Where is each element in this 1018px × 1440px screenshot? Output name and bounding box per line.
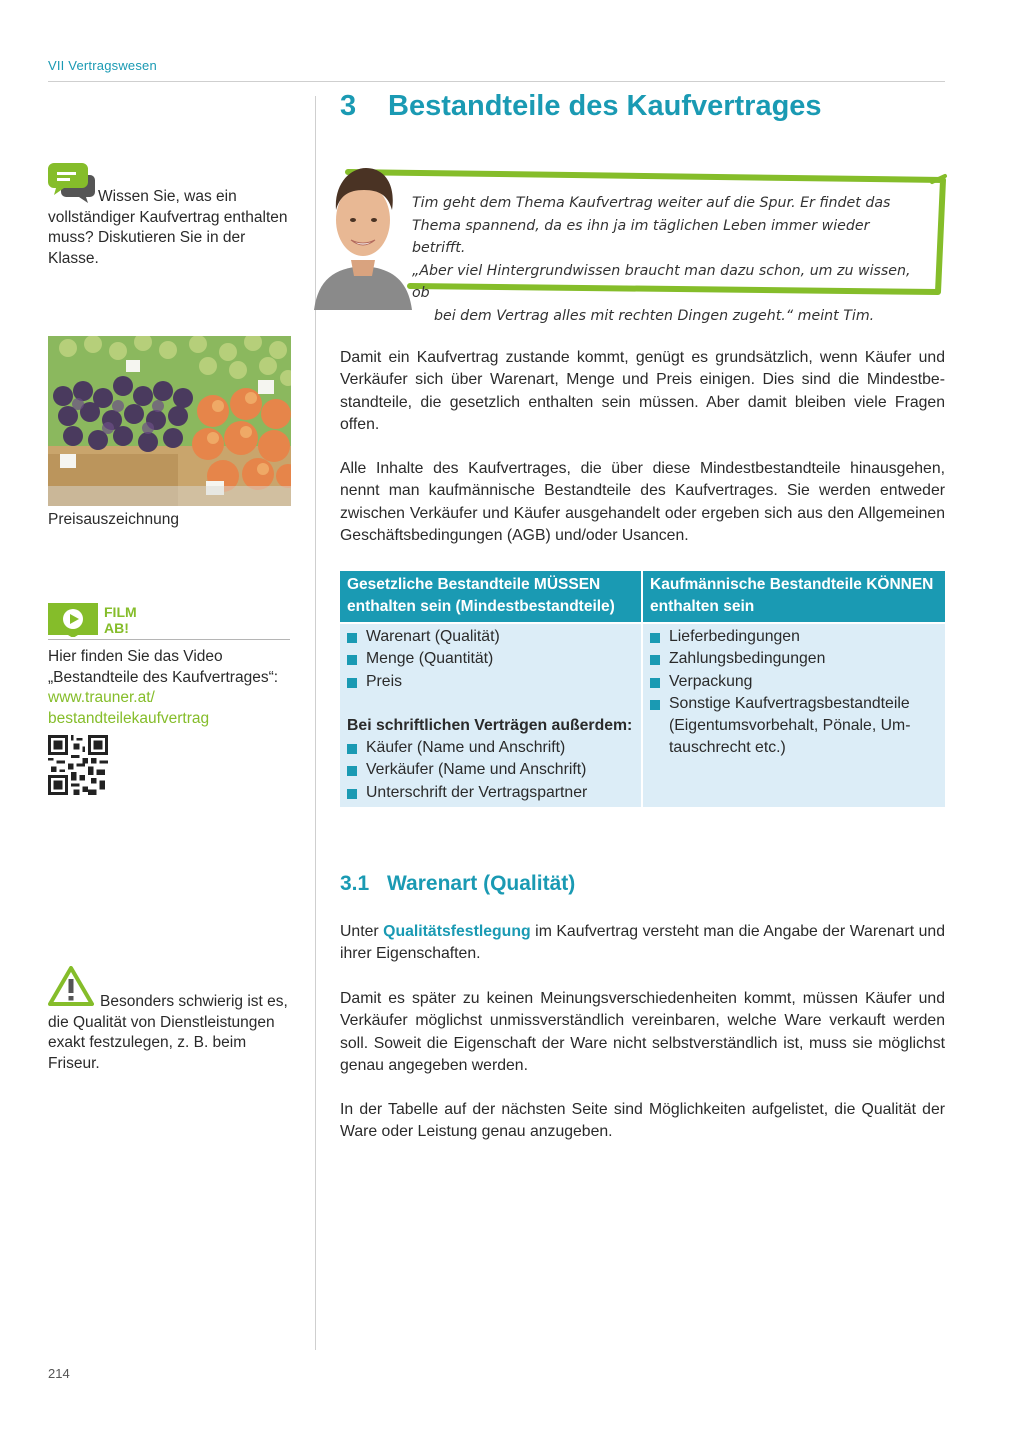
photo-caption: Preisauszeichnung (48, 511, 179, 528)
list-item: Lieferbedingungen (650, 626, 938, 648)
section-number: 3.1 (340, 872, 370, 895)
qr-code[interactable] (48, 735, 108, 795)
section-title-text: Warenart (Qualität) (387, 872, 576, 895)
list-item: Zahlungsbedingungen (650, 648, 938, 670)
paragraph-1: Damit ein Kaufvertrag zustande kommt, genügt es grundsätzlich, wenn Käufer und Verkäufer sich über Warenart, Menge und Preis einigen. Dies sind die Mindestbestandteile, die gesetzlich enthalten sein müssen. Aber damit bleiben viele Fragen offen. (340, 349, 945, 433)
list-item: Warenart (Qualität) (347, 626, 634, 648)
sidebar-warning: Besonders schwierig ist es, die Qualität von Dienstleistungen exakt festzulegen, z. B. beim Friseur. (48, 993, 288, 1072)
list-item: Preis (347, 671, 634, 693)
running-head: VII Vertragswesen (48, 58, 157, 73)
paragraph-2: Alle Inhalte des Kaufvertrages, die über diese Mindestbestandteile hinausgehen, nennt man kaufmännische Bestandteile des Kaufvertrages. Sie werden entweder zwischen Verkäufer und Käufer ausgehandelt oder ergeben sich aus den Allgemeinen Geschäftsbedingungen (AGB) und/oder Usancen. (340, 460, 945, 544)
table-subhead: Bei schriftlichen Verträgen außerdem: (347, 716, 633, 734)
list-item: Käufer (Name und Anschrift) (347, 737, 634, 759)
avatar (314, 162, 412, 310)
header-divider (48, 81, 945, 82)
sidebar-question: Wissen Sie, was ein vollständiger Kaufvertrag enthalten muss? Diskutieren Sie in der Klasse. (48, 188, 288, 267)
film-divider (48, 639, 290, 640)
table-header-legal: Gesetzliche Bestandteile MÜSSEN enthalten sein (Mindestbestandteile) (340, 571, 641, 622)
video-link-continued[interactable]: bestandteilekaufvertrag (48, 709, 210, 727)
chapter-number: 3 (340, 90, 357, 122)
glossary-term: Qualitätsfestlegung (383, 923, 531, 940)
film-label: FILM AB! (104, 604, 137, 636)
video-link[interactable]: www.trauner.at/ (48, 689, 155, 706)
table-cell-commercial (643, 624, 945, 807)
paragraph-5: In der Tabelle auf der nächsten Seite sind Möglichkeiten aufgelistet, die Qualität der Ware oder Leistung genau anzugeben. (340, 1101, 945, 1141)
page-number: 214 (48, 1366, 70, 1381)
list-item: Verkäufer (Name und Anschrift) (347, 759, 634, 781)
chapter-title-text: Bestandteile des Kaufvertrages (388, 90, 822, 122)
list-item: Menge (Quantität) (347, 648, 634, 670)
list-item: Unterschrift der Vertragspartner (347, 782, 634, 804)
table-header-commercial: Kaufmännische Bestandteile KÖNNEN enthalten sein (643, 571, 945, 622)
paragraph-3: Unter Qualitätsfestlegung im Kaufvertrag versteht man die Angabe der Warenart und ihrer Eigenschaften. (340, 923, 945, 963)
play-icon (48, 603, 98, 637)
tim-quote: Tim geht dem Thema Kaufvertrag weiter auf die Spur. Er findet das Thema spannend, da es ihn ja im täglichen Leben immer wieder betrifft. „Aber viel Hintergrundwissen braucht man dazu schon, um zu wissen, ob bei dem Vertrag alles mit rechten Dingen zugeht.“ meint Tim. (412, 195, 911, 324)
paragraph-4: Damit es später zu keinen Meinungsverschiedenheiten kommt, müssen Käufer und Verkäufer möglichst unmissverständlich vereinbaren, welche Ware verkauft werden soll. Soweit die Eigenschaft der Ware nicht selbstverständlich ist, muss sie möglichst genau angegeben werden. (340, 990, 945, 1074)
list-item: Sonstige Kaufvertragsbestandteile (Eigentumsvorbehalt, Pönale, Umtauschrecht etc.) (650, 693, 938, 760)
components-table (340, 571, 945, 807)
section-title (340, 872, 575, 896)
fruit-market-photo (48, 336, 291, 506)
chapter-title (340, 90, 822, 123)
list-item: Verpackung (650, 671, 938, 693)
film-text: Hier finden Sie das Video „Bestandteile des Kaufvertrages“: www.trauner.at/ bestandteilekaufvertrag (48, 648, 279, 727)
table-cell-legal (340, 624, 641, 807)
